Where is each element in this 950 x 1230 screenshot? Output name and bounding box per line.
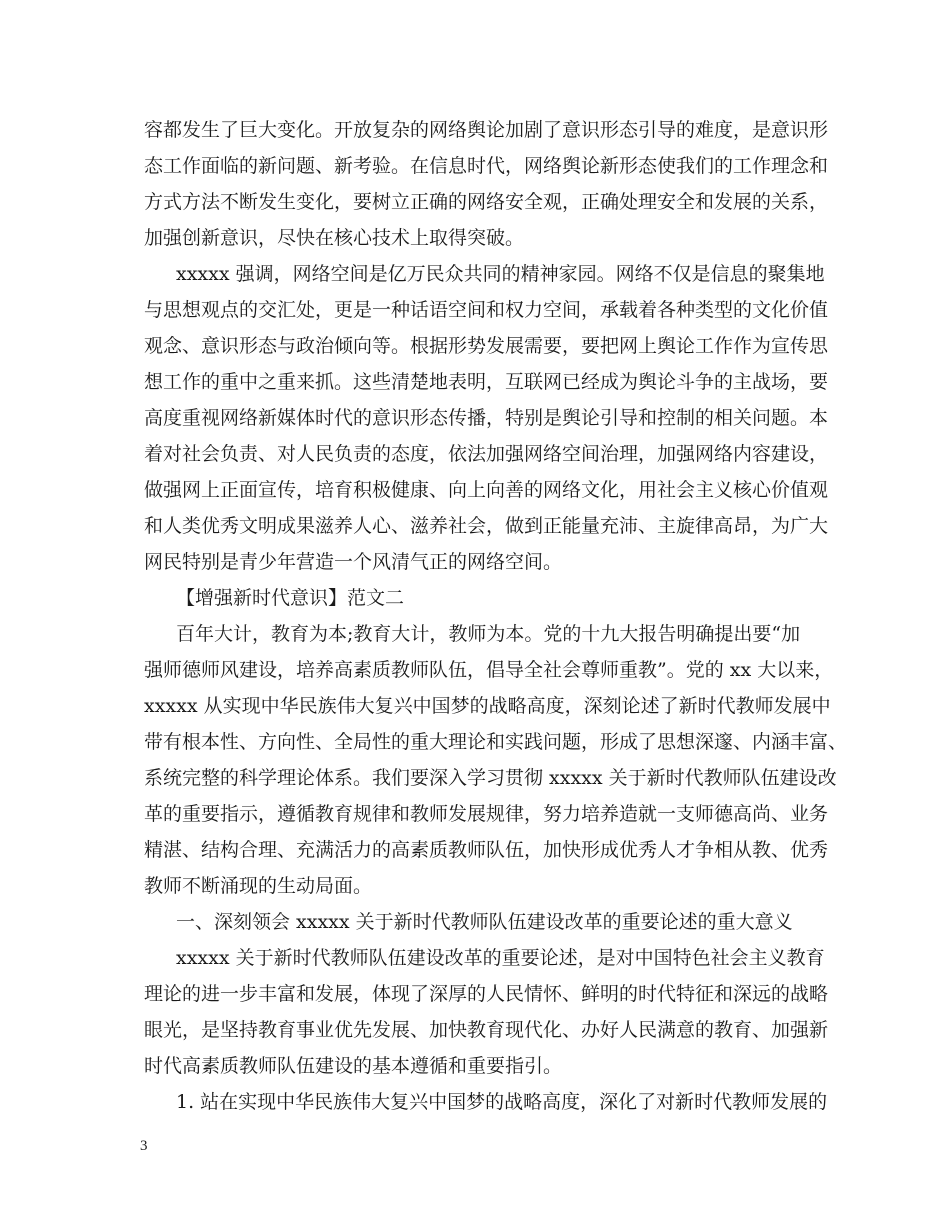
text-line: 系统完整的科学理论体系。我们要深入学习贯彻 xxxxx 关于新时代教师队伍建设改 (144, 767, 837, 789)
text-line: 理论的进一步丰富和发展，体现了深厚的人民情怀、鲜明的时代特征和深远的战略 (144, 983, 829, 1005)
text-line: xxxxx 强调，网络空间是亿万民众共同的精神家园。网络不仅是信息的聚集地 (176, 263, 825, 285)
page-number: 3 (140, 1138, 148, 1154)
text-line: 着对社会负责、对人民负责的态度，依法加强网络空间治理，加强网络内容建设， (144, 443, 829, 465)
text-line: 强师德师风建设，培养高素质教师队伍，倡导全社会尊师重教”。党的 xx 大以来， (144, 659, 834, 681)
section-heading: 一、深刻领会 xxxxx 关于新时代教师队伍建设改革的重要论述的重大意义 (176, 911, 793, 933)
text-line: 精湛、结构合理、充满活力的高素质教师队伍，加快形成优秀人才争相从教、优秀 (144, 839, 829, 861)
text-line: 革的重要指示，遵循教育规律和教师发展规律，努力培养造就一支师德高尚、业务 (144, 803, 829, 825)
text-line: xxxxx 关于新时代教师队伍建设改革的重要论述，是对中国特色社会主义教育 (176, 947, 825, 969)
text-line: 加强创新意识，尽快在核心技术上取得突破。 (144, 227, 525, 249)
text-line: 观念、意识形态与政治倾向等。根据形势发展需要，要把网上舆论工作作为宣传思 (144, 335, 829, 357)
text-line: 1. 站在实现中华民族伟大复兴中国梦的战略高度，深化了对新时代教师发展的 (176, 1091, 828, 1113)
text-line: 网民特别是青少年营造一个风清气正的网络空间。 (144, 551, 563, 573)
text-line: 与思想观点的交汇处，更是一种话语空间和权力空间，承载着各种类型的文化价值 (144, 299, 829, 321)
text-line: 想工作的重中之重来抓。这些清楚地表明，互联网已经成为舆论斗争的主战场，要 (144, 371, 829, 393)
text-line: 态工作面临的新问题、新考验。在信息时代，网络舆论新形态使我们的工作理念和 (144, 155, 829, 177)
text-line: 方式方法不断发生变化，要树立正确的网络安全观，正确处理安全和发展的关系， (144, 191, 829, 213)
text-line: 带有根本性、方向性、全局性的重大理论和实践问题，形成了思想深邃、内涵丰富、 (144, 731, 848, 753)
section-heading: 【增强新时代意识】范文二 (176, 587, 405, 609)
text-line: 教师不断涌现的生动局面。 (144, 875, 373, 897)
text-line: xxxxx 从实现中华民族伟大复兴中国梦的战略高度，深刻论述了新时代教师发展中 (144, 695, 831, 717)
text-line: 时代高素质教师队伍建设的基本遵循和重要指引。 (144, 1055, 563, 1077)
text-line: 容都发生了巨大变化。开放复杂的网络舆论加剧了意识形态引导的难度，是意识形 (144, 119, 829, 141)
text-line: 百年大计，教育为本;教育大计，教师为本。党的十九大报告明确提出要“加 (176, 623, 801, 645)
text-line: 高度重视网络新媒体时代的意识形态传播，特别是舆论引导和控制的相关问题。本 (144, 407, 829, 429)
text-line: 做强网上正面宣传，培育积极健康、向上向善的网络文化，用社会主义核心价值观 (144, 479, 829, 501)
text-line: 眼光，是坚持教育事业优先发展、加快教育现代化、办好人民满意的教育、加强新 (144, 1019, 829, 1041)
text-line: 和人类优秀文明成果滋养人心、滋养社会，做到正能量充沛、主旋律高昂，为广大 (144, 515, 829, 537)
